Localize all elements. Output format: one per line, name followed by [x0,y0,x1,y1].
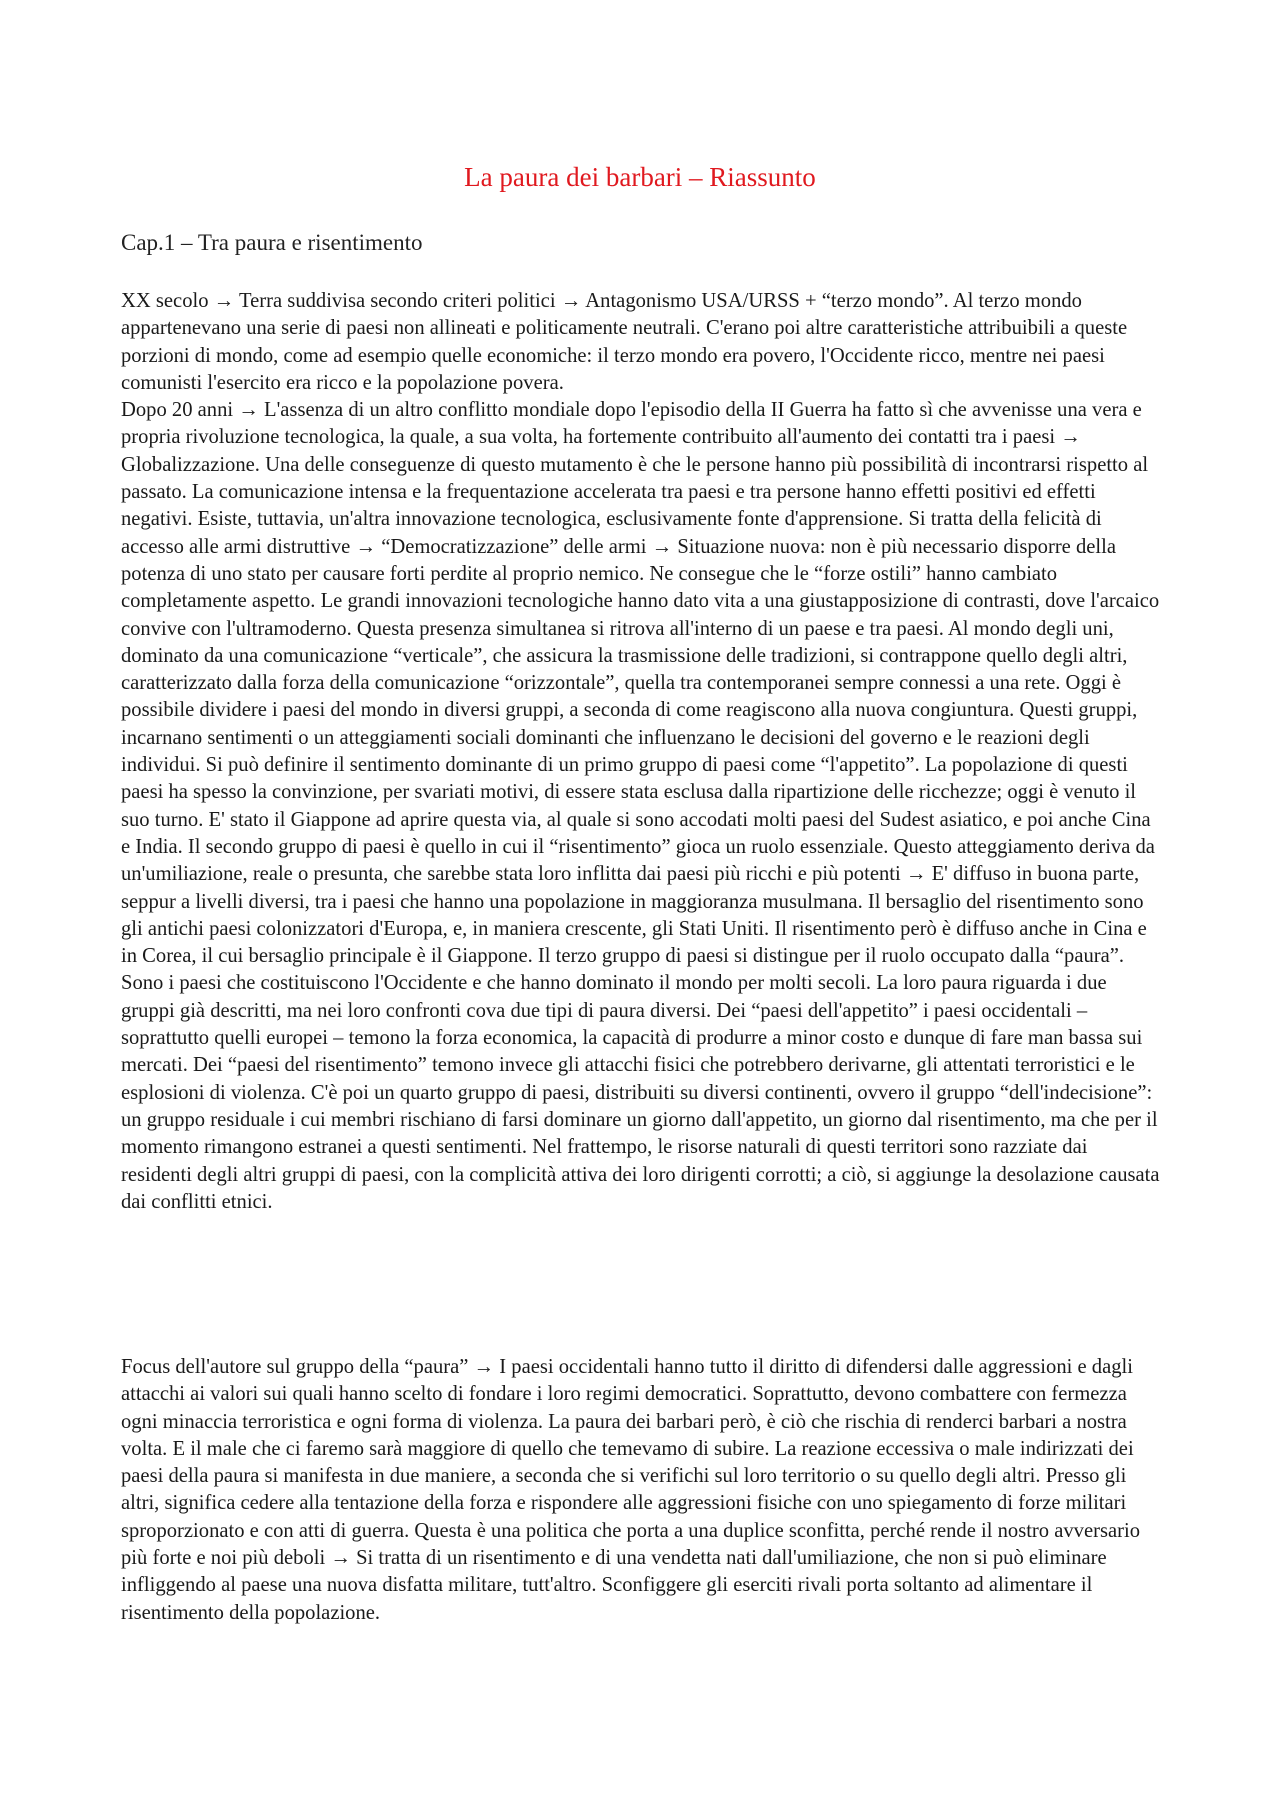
chapter-heading: Cap.1 – Tra paura e risentimento [121,230,423,255]
document-title: La paura dei barbari – Riassunto [464,162,816,192]
body-paragraph-2: Focus dell'autore sul gruppo della “paura” → I paesi occidentali hanno tutto il diritto di difendersi dalle aggressioni e dagli attacchi ai valori sui quali hanno scelto di fondare i loro regimi democratici. Soprattutto, devono combattere con fermezza ogni minaccia terroristica e ogni forma di violenza. La paura dei barbari però, è ciò che rischia di renderci barbari a nostra volta. E il male che ci faremo sarà maggiore di quello che temevamo di subire. La reazione eccessiva o male indirizzati dei paesi della paura si manifesta in due maniere, a seconda che si verifichi sul loro territorio o su quello degli altri. Presso gli altri, significa cedere alla tentazione della forza e rispondere alle aggressioni fisiche con uno spiegamento di forze militari sproporzionato e con atti di guerra. Questa è una politica che porta a una duplice sconfitta, perché rende il nostro avversario più forte e noi più deboli → Si tratta di un risentimento e di una vendetta nati dall'umiliazione, che non si può eliminare infliggendo al paese una nuova disfatta militare, tutt'altro. Sconfiggere gli eserciti rivali porta soltanto ad alimentare il risentimento della popolazione. [121,1356,1140,1624]
body-paragraph-1: XX secolo → Terra suddivisa secondo criteri politici → Antagonismo USA/URSS + “terzo mondo”. Al terzo mondo appartenevano una serie di paesi non allineati e politicamente neutrali. C'erano poi altre caratteristiche attribuibili a queste porzioni di mondo, come ad esempio quelle economiche: il terzo mondo era povero, l'Occidente ricco, mentre nei paesi comunisti l'esercito era ricco e la popolazione povera. Dopo 20 anni → L'assenza di un altro conflitto mondiale dopo l'episodio della II Guerra ha fatto sì che avvenisse una vera e propria rivoluzione tecnologica, la quale, a sua volta, ha fortemente contribuito all'aumento dei contatti tra i paesi → Globalizzazione. Una delle conseguenze di questo mutamento è che le persone hanno più possibilità di incontrarsi rispetto al passato. La comunicazione intensa e la frequentazione accelerata tra paesi e tra persone hanno effetti positivi ed effetti negativi. Esiste, tuttavia, un'altra innovazione tecnologica, esclusivamente fonte d'apprensione. Si tratta della felicità di accesso alle armi distruttive → “Democratizzazione” delle armi → Situazione nuova: non è più necessario disporre della potenza di uno stato per causare forti perdite al proprio nemico. Ne consegue che le “forze ostili” hanno cambiato completamente aspetto. Le grandi innovazioni tecnologiche hanno dato vita a una giustapposizione di contrasti, dove l'arcaico convive con l'ultramoderno. Questa presenza simultanea si ritrova all'interno di un paese e tra paesi. Al mondo degli uni, dominato da una comunicazione “verticale”, che assicura la trasmissione delle tradizioni, si contrappone quello degli altri, caratterizzato dalla forza della comunicazione “orizzontale”, quella tra contemporanei sempre connessi a una rete. Oggi è possibile dividere i paesi del mondo in diversi gruppi, a seconda di come reagiscono alla nuova congiuntura. Questi gruppi, incarnano sentimenti o un atteggiamenti sociali dominanti che influenzano le decisioni del governo e le reazioni degli individui. Si può definire il sentimento dominante di un primo gruppo di paesi come “l'appetito”. La popolazione di questi paesi ha spesso la convinzione, per svariati motivi, di essere stata esclusa dalla ripartizione delle ricchezze; oggi è venuto il suo turno. E' stato il Giappone ad aprire questa via, al quale si sono accodati molti paesi del Sudest asiatico, e poi anche Cina e India. Il secondo gruppo di paesi è quello in cui il “risentimento” gioca un ruolo essenziale. Questo atteggiamento deriva da un'umiliazione, reale o presunta, che sarebbe stata loro inflitta dai paesi più ricchi e più potenti → E' diffuso in buona parte, seppur a livelli diversi, tra i paesi che hanno una popolazione in maggioranza musulmana. Il bersaglio del risentimento sono gli antichi paesi colonizzatori d'Europa, e, in maniera crescente, gli Stati Uniti. Il risentimento però è diffuso anche in Cina e in Corea, il cui bersaglio principale è il Giappone. Il terzo gruppo di paesi si distingue per il ruolo occupato dalla “paura”. Sono i paesi che costituiscono l'Occidente e che hanno dominato il mondo per molti secoli. La loro paura riguarda i due gruppi già descritti, ma nei loro confronti cova due tipi di paura diversi. Dei “paesi dell'appetito” i paesi occidentali – soprattutto quelli europei – temono la forza economica, la capacità di produrre a minor costo e dunque di fare man bassa sui mercati. Dei “paesi del risentimento” temono invece gli attacchi fisici che potrebbero derivarne, gli attentati terroristici e le esplosioni di violenza. C'è poi un quarto gruppo di paesi, distribuiti su diversi continenti, ovvero il gruppo “dell'indecisione”: un gruppo residuale i cui membri rischiano di farsi dominare un giorno dall'appetito, un giorno dal risentimento, ma che per il momento rimangono estranei a questi sentimenti. Nel frattempo, le risorse naturali di questi territori sono razziate dai residenti degli altri gruppi di paesi, con la complicità attiva dei loro dirigenti corrotti; a ciò, si aggiunge la desolazione causata dai conflitti etnici. [121,290,1160,1213]
